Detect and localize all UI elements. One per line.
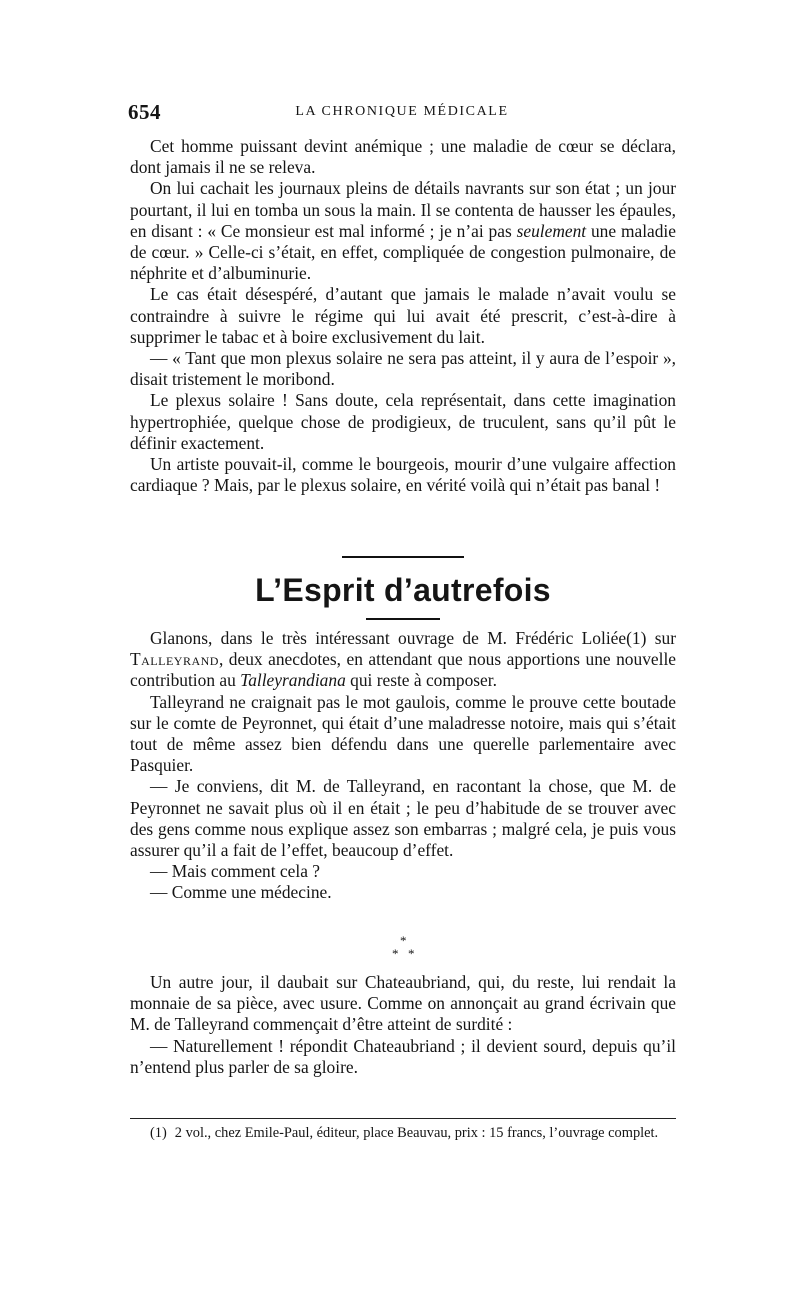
section-rule-top [342,556,464,558]
paragraph: Le plexus solaire ! Sans doute, cela représentait, dans cette imagination hypertrophiée, quelque chose de prodigieux, de truculent, sans qu’il pût le définir exactement. [130,390,676,453]
asterisk: * [392,946,399,961]
asterism [380,934,426,970]
section-text [130,628,676,904]
paragraph [130,178,676,284]
footnote-marker: (1) [150,1125,167,1141]
paragraph: — Comme une médecine. [150,882,332,903]
emphasis: seulement [516,220,587,241]
paragraph: Un autre jour, il daubait sur Chateaubriand, qui, du reste, lui rendait la monnaie de sa pièce, avec usure. Comme on annonçait au grand écrivain que M. de Talleyrand commençait d’être atteint de surdité : [130,972,676,1035]
paragraph: Un artiste pouvait-il, comme le bourgeois, mourir d’une vulgaire affection cardiaque ? Mais, par le plexus solaire, en vérité voilà qui n’était pas banal ! [130,454,676,496]
section-rule-bottom [366,618,440,620]
paragraph [130,628,676,692]
paragraph: — « Tant que mon plexus solaire ne sera pas atteint, il y aura de l’espoir », disait tristement le moribond. [130,348,676,390]
text-run: On lui cachait les journaux pleins de détails navrants sur son état ; un jour pourtant, il lui en tomba un sous la main. Il se contenta de hausser les épaules, en disant : « Ce monsieur est mal informé ; je n’ai pas [130,178,676,241]
paragraph: Talleyrand ne craignait pas le mot gaulois, comme le prouve cette boutade sur le comte de Peyronnet, qui était d’une maladresse notoire, mais qui s’était tout de même assez bien défendu dans une querelle parlementaire avec Pasquier. [130,691,676,776]
page-number: 654 [128,100,161,124]
emphasis: Talleyrandiana [240,670,346,691]
paragraph: — Naturellement ! répondit Chateaubriand ; il devient sourd, depuis qu’il n’entend plus parler de sa gloire. [130,1035,676,1077]
paragraph: Cet homme puissant devint anémique ; une maladie de cœur se déclara, dont jamais il ne se releva. [130,136,676,178]
footnote-text: 2 vol., chez Emile-Paul, éditeur, place Beauvau, prix : 15 francs, l’ouvrage complet. [174,1125,659,1141]
asterisk: * [408,946,415,961]
section-text-continued [130,972,676,1078]
asterisk: * [400,933,407,948]
footnote [130,1124,676,1142]
paragraph: — Je conviens, dit M. de Talleyrand, en racontant la chose, que M. de Peyronnet ne savait plus où il en était ; le peu d’habitude de se trouver avec des gens comme nous explique assez son embarras ; malgré cela, je puis vous assurer qu’il a fait de l’effet, beaucoup d’effet. [130,776,676,861]
page-header [128,100,676,126]
text-run: qui reste à composer. [345,670,497,691]
paragraph: — Mais comment cela ? [150,861,320,882]
text-run: Glanons, dans le très intéressant ouvrage de M. Frédéric Loliée(1) sur [150,628,676,648]
text-run: une maladie de cœur. » Celle-ci s’était, en effet, compliquée de congestion pulmonaire, de néphrite et d’albuminurie. [130,220,676,284]
section-title: L’Esprit d’autrefois [255,572,551,608]
footnote-rule [130,1118,676,1119]
intro-text [130,136,676,496]
text-run: , deux anecdotes, en attendant que nous apportions une nouvelle contribution au [130,649,676,691]
small-caps-name: Talleyrand [130,649,219,670]
running-title: LA CHRONIQUE MÉDICALE [295,104,509,119]
paragraph: Le cas était désespéré, d’autant que jamais le malade n’avait voulu se contraindre à suivre le régime qui lui avait été prescrit, c’est-à-dire à supprimer le tabac et à boire exclusivement du lait. [130,284,676,347]
